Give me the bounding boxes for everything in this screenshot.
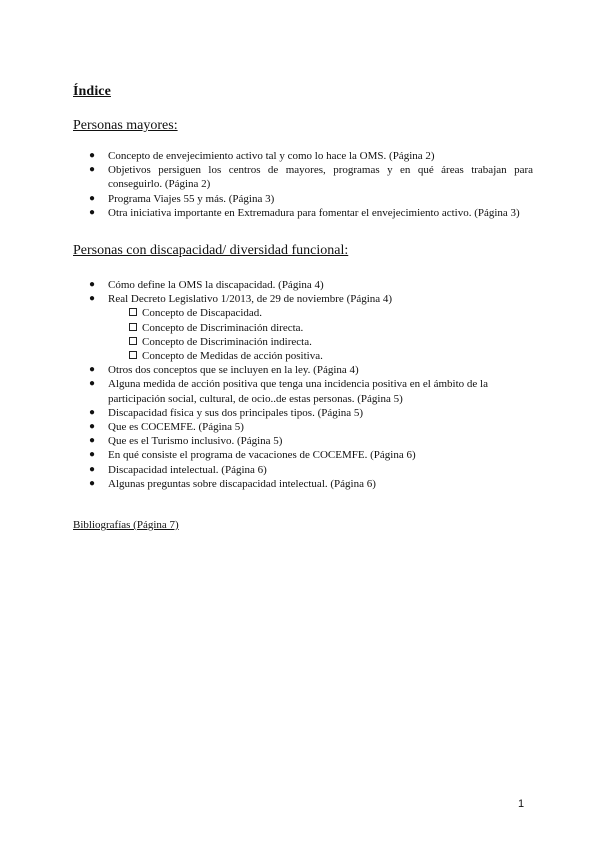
bullet-icon: ● xyxy=(89,164,96,176)
section-heading-disability: Personas con discapacidad/ diversidad funcional: xyxy=(73,243,349,258)
list-item: ● En qué consiste el programa de vacaciones de COCEMFE. (Página 6) xyxy=(89,449,416,462)
index-title: Índice xyxy=(73,84,111,99)
bullet-icon: ● xyxy=(89,378,96,390)
checkbox-icon xyxy=(129,351,137,359)
bullet-icon: ● xyxy=(89,406,96,418)
list-item: ● Alguna medida de acción positiva que tenga una incidencia positiva en el ámbito de la participación social, cultural, de ocio..de estas personas. (Página 5) xyxy=(89,378,488,405)
bullet-icon: ● xyxy=(89,449,96,461)
list-item: ● Objetivos persiguen los centros de mayores, programas y en qué áreas trabajan para conseguirlo. (Página 2) xyxy=(89,164,533,191)
list-item: ● Otros dos conceptos que se incluyen en la ley. (Página 4) xyxy=(89,364,359,377)
sub-list-item: Concepto de Discriminación directa. xyxy=(108,321,533,335)
list-item: ● Programa Viajes 55 y más. (Página 3) xyxy=(89,192,275,205)
bullet-icon: ● xyxy=(89,421,96,433)
bullet-icon: ● xyxy=(89,463,96,475)
bullet-icon: ● xyxy=(89,477,96,489)
list-item: ● Real Decreto Legislativo 1/2013, de 29 de noviembre (Página 4) Concepto de Discapacidad. Concepto de Discriminación directa. Concepto de Discriminación indirecta. Concepto de Medidas de acción positiva. xyxy=(73,292,533,363)
list-item: ● Concepto de envejecimiento activo tal y como lo hace la OMS. (Página 2) xyxy=(89,150,435,162)
list-item: ● Otra iniciativa importante en Extremadura para fomentar el envejecimiento activo. (Página 3) xyxy=(89,206,520,219)
decree-subtopics-list xyxy=(108,306,533,363)
checkbox-icon xyxy=(129,323,137,331)
list-item: ● Discapacidad intelectual. (Página 6) xyxy=(89,463,267,476)
sub-list-item: Concepto de Discriminación indirecta. xyxy=(108,335,533,349)
bullet-icon: ● xyxy=(89,279,96,290)
bullet-icon: ● xyxy=(89,364,96,376)
elderly-topics-list xyxy=(73,149,533,220)
list-item: ● Algunas preguntas sobre discapacidad intelectual. (Página 6) xyxy=(89,477,376,490)
checkbox-icon xyxy=(129,337,137,345)
disability-topics-list xyxy=(73,278,533,491)
list-item: ● Cómo define la OMS la discapacidad. (Página 4) xyxy=(89,279,324,291)
bullet-icon: ● xyxy=(89,206,96,218)
bullet-icon: ● xyxy=(89,150,96,161)
list-item: ● Que es COCEMFE. (Página 5) xyxy=(89,421,244,434)
list-item: ● Discapacidad física y sus dos principales tipos. (Página 5) xyxy=(89,406,364,419)
page-number: 1 xyxy=(518,798,525,810)
checkbox-icon xyxy=(129,308,137,316)
section-heading-elderly: Personas mayores: xyxy=(73,118,178,133)
bullet-icon: ● xyxy=(89,192,96,204)
bullet-icon: ● xyxy=(89,435,96,447)
list-item: ● Que es el Turismo inclusivo. (Página 5) xyxy=(89,435,283,448)
bibliography-link: Bibliografías (Página 7) xyxy=(73,519,179,531)
sub-list-item: Concepto de Medidas de acción positiva. xyxy=(108,349,533,363)
bullet-icon: ● xyxy=(89,293,96,305)
sub-list-item: Concepto de Discapacidad. xyxy=(108,306,533,320)
